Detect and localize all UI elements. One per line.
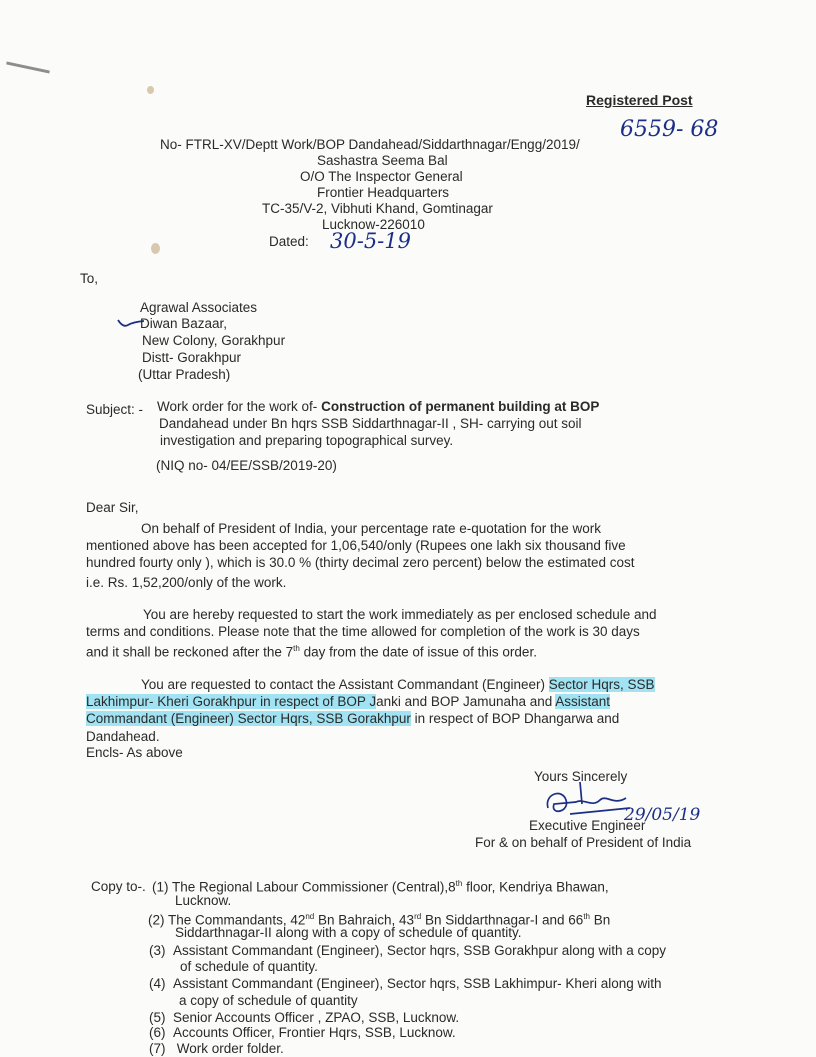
paragraph-1-line: mentioned above has been accepted for 1,06,540/only (Rupees one lakh six thousand five [86,538,626,553]
signature-date: 29/05/19 [624,805,701,825]
recipient-line: (Uttar Pradesh) [138,367,231,382]
paper-speck [151,243,160,254]
copy-item: (4) Assistant Commandant (Engineer), Sector hqrs, SSB Lakhimpur- Kheri along with [149,976,662,991]
recipient-line: Agrawal Associates [140,300,258,315]
paragraph-1-line: On behalf of President of India, your percentage rate e-quotation for the work [141,521,602,536]
copy-to-label: Copy to-. [91,879,146,894]
copy-item: (1) The Regional Labour Commissioner (Central),8th floor, Kendriya Bhawan, [152,879,609,895]
paragraph-3-line: Dandahead. [86,729,160,744]
recipient-line: Distt- Gorakhpur [142,350,242,365]
closing: Yours Sincerely [534,769,628,784]
copy-item: (2) The Commandants, 42nd Bn Bahraich, 43rd Bn Siddarthnagar-I and 66th Bn [148,912,611,928]
signatory-title: Executive Engineer [529,818,646,833]
paper-speck [147,86,154,94]
signatory-behalf: For & on behalf of President of India [475,835,692,850]
dated-label: Dated: [269,234,309,249]
paragraph-3-line: Commandant (Engineer) Sector Hqrs, SSB Gorakhpur in respect of BOP Dhangarwa and [86,711,620,726]
org-line: TC-35/V-2, Vibhuti Khand, Gomtinagar [262,201,493,216]
niq-number: (NIQ no- 04/EE/SSB/2019-20) [156,458,337,473]
copy-item-cont: a copy of schedule of quantity [179,993,358,1008]
paragraph-1-line: hundred fourty only ), which is 30.0 % (thirty decimal zero percent) below the estimated cost [86,555,635,570]
highlighted-text: Sector Hqrs, SSB [548,677,655,692]
copy-item-cont: Siddarthnagar-II along with a copy of schedule of quantity. [175,925,522,940]
salutation: Dear Sir, [86,500,139,515]
to-label: To, [80,271,99,286]
punch-mark [6,61,50,73]
recipient-line: Diwan Bazaar, [140,316,228,331]
paragraph-2-line: and it shall be reckoned after the 7th day from the date of issue of this order. [86,644,537,660]
org-line: O/O The Inspector General [300,169,463,184]
reference-number: No- FTRL-XV/Deptt Work/BOP Dandahead/Siddarthnagar/Engg/2019/ [160,137,580,152]
highlighted-text: Lakhimpur- Kheri Gorakhpur in respect of BOP J [86,694,377,709]
handwritten-reference: 6559- 68 [620,117,719,142]
subject-line-1: Work order for the work of- Construction of permanent building at BOP [157,399,600,414]
copy-item-cont: Lucknow. [175,893,232,908]
org-line: Sashastra Seema Bal [317,153,448,168]
subject-line-2: Dandahead under Bn hqrs SSB Siddarthnagar-II , SH- carrying out soil [159,416,582,431]
paragraph-2-line: You are hereby requested to start the work immediately as per enclosed schedule and [143,607,657,622]
recipient-line: New Colony, Gorakhpur [142,333,286,348]
handwritten-date: 30-5-19 [330,229,411,253]
paragraph-1-line: i.e. Rs. 1,52,200/only of the work. [86,575,287,590]
highlighted-text: Commandant (Engineer) Sector Hqrs, SSB Gorakhpur [86,711,411,726]
org-line: Lucknow-226010 [322,217,425,232]
copy-item: (3) Assistant Commandant (Engineer), Sector hqrs, SSB Gorakhpur along with a copy [149,943,667,958]
paragraph-2-line: terms and conditions. Please note that the time allowed for completion of the work is 30 days [86,624,640,639]
highlighted-text: Assistant [555,694,611,709]
enclosures: Encls- As above [86,745,183,760]
registered-post-label: Registered Post [586,92,693,108]
subject-label: Subject: - [86,402,144,417]
org-line: Frontier Headquarters [317,185,450,200]
paragraph-3-line: You are requested to contact the Assistant Commandant (Engineer) Sector Hqrs, SSB [141,677,655,692]
copy-item: (5) Senior Accounts Officer , ZPAO, SSB, Lucknow. [149,1010,460,1025]
copy-item-cont: of schedule of quantity. [180,959,318,974]
copy-item: (6) Accounts Officer, Frontier Hqrs, SSB, Lucknow. [149,1025,456,1040]
subject-line-3: investigation and preparing topographical survey. [160,433,454,448]
copy-item: (7) Work order folder. [149,1041,284,1056]
paragraph-3-line: Lakhimpur- Kheri Gorakhpur in respect of BOP Janki and BOP Jamunaha and Assistant [86,694,611,709]
